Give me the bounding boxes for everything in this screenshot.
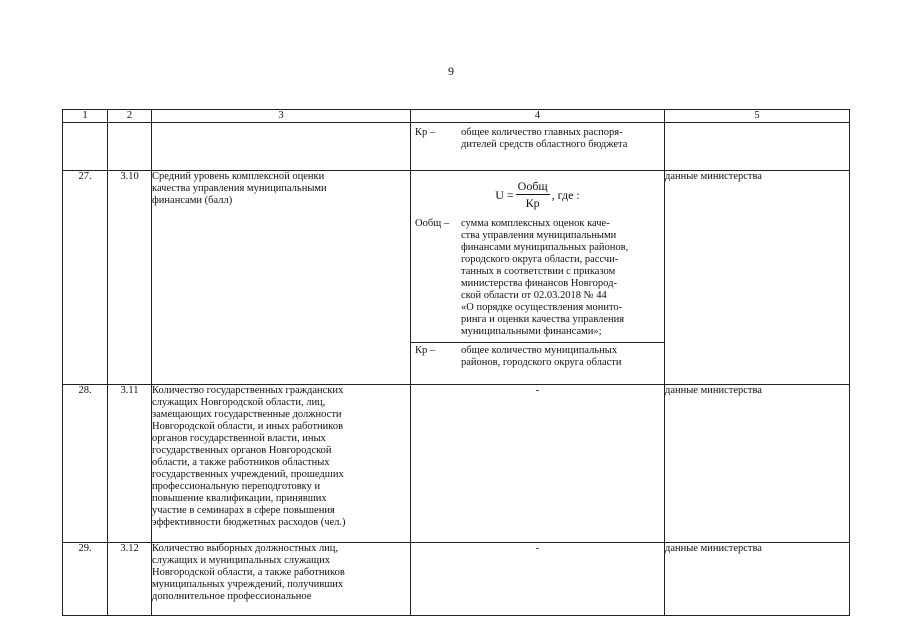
- definition-line: районов, городского округа области: [461, 357, 622, 368]
- definition-line: ринга и оценки качества управления: [461, 314, 625, 325]
- indicator-line: эффективности бюджетных расходов (чел.): [152, 517, 346, 528]
- definition-text: [461, 127, 660, 151]
- table-row-continuation: [63, 123, 850, 171]
- indicator-line: Средний уровень комплексной оценки: [152, 171, 325, 182]
- formula-fraction: [516, 179, 550, 210]
- formula-lhs: U =: [495, 187, 514, 202]
- indicator-line: Новгородской области, и иных работников: [152, 421, 344, 432]
- row-code: 3.10: [108, 171, 152, 385]
- cell-empty: [665, 123, 850, 171]
- row-number: 28.: [63, 385, 108, 543]
- indicator-name: [152, 171, 411, 385]
- table-row: [63, 543, 850, 616]
- definition-symbol: Кр –: [415, 127, 436, 138]
- table-row: [63, 171, 850, 385]
- definition-text: [461, 218, 660, 338]
- page-number: 9: [448, 64, 454, 78]
- row-code: 3.11: [108, 385, 152, 543]
- method-cell: -: [411, 543, 665, 616]
- method-cell: -: [411, 385, 665, 543]
- indicator-line: Количество государственных гражданских: [152, 385, 344, 396]
- definition-symbol: Кр –: [415, 345, 436, 356]
- table-row: [63, 385, 850, 543]
- header-col-4: 4: [411, 110, 665, 123]
- definition-line: общее количество главных распоря-: [461, 127, 623, 138]
- indicator-line: государственных учреждений, прошедших: [152, 469, 344, 480]
- indicator-line: участие в семинарах в сфере повышения: [152, 505, 335, 516]
- definition-line: муниципальными финансами»;: [461, 326, 602, 337]
- indicator-name: [152, 385, 411, 543]
- header-col-5: 5: [665, 110, 850, 123]
- data-source: данные министерства: [665, 543, 850, 616]
- indicator-line: государственных органов Новгородской: [152, 445, 332, 456]
- definition: [411, 218, 664, 338]
- indicator-line: служащих Новгородской области, лиц,: [152, 397, 326, 408]
- header-col-1: 1: [63, 110, 108, 123]
- definition-line: танных в соответствии с приказом: [461, 266, 616, 277]
- definition-line: общее количество муниципальных: [461, 345, 618, 356]
- cell-empty: [152, 123, 411, 171]
- indicator-line: замещающих государственные должности: [152, 409, 342, 420]
- definition-line: финансами муниципальных районов,: [461, 242, 629, 253]
- method-cell: [411, 123, 665, 171]
- definition-symbol: Oобщ –: [415, 218, 450, 229]
- formula-suffix: , где :: [551, 187, 580, 202]
- definition-line: дителей средств областного бюджета: [461, 139, 628, 150]
- definition-line: ской области от 02.03.2018 № 44: [461, 290, 607, 301]
- header-col-3: 3: [152, 110, 411, 123]
- indicator-table: [62, 109, 850, 616]
- formula-denominator: Кр: [525, 196, 540, 210]
- row-number: 27.: [63, 171, 108, 385]
- definition-text: [461, 345, 660, 369]
- indicator-line: Новгородской области, а также работников: [152, 567, 345, 578]
- data-source: данные министерства: [665, 171, 850, 385]
- data-source: данные министерства: [665, 385, 850, 543]
- table-header-row: [63, 110, 850, 123]
- indicator-line: Количество выборных должностных лиц,: [152, 543, 339, 554]
- formula: [411, 179, 664, 210]
- indicator-line: области, а также работников областных: [152, 457, 330, 468]
- definition-line: городского округа области, рассчи-: [461, 254, 619, 265]
- definition-line: министерства финансов Новгород-: [461, 278, 617, 289]
- formula-numerator: Oобщ: [517, 179, 548, 193]
- method-cell: [411, 171, 665, 385]
- cell-empty: [63, 123, 108, 171]
- indicator-line: финансами (балл): [152, 195, 233, 206]
- definition-line: сумма комплексных оценок каче-: [461, 218, 610, 229]
- definition: [411, 127, 664, 151]
- header-col-2: 2: [108, 110, 152, 123]
- indicator-line: качества управления муниципальными: [152, 183, 327, 194]
- definition-line: «О порядке осуществления монито-: [461, 302, 623, 313]
- row-number: 29.: [63, 543, 108, 616]
- definition: [411, 343, 664, 369]
- row-code: 3.12: [108, 543, 152, 616]
- indicator-line: повышение квалификации, принявших: [152, 493, 327, 504]
- indicator-line: органов государственной власти, иных: [152, 433, 326, 444]
- indicator-line: профессиональную переподготовку и: [152, 481, 321, 492]
- definition-line: ства управления муниципальными: [461, 230, 617, 241]
- cell-empty: [108, 123, 152, 171]
- indicator-line: дополнительное профессиональное: [152, 591, 312, 602]
- indicator-name: [152, 543, 411, 616]
- indicator-line: муниципальных учреждений, получивших: [152, 579, 344, 590]
- indicator-line: служащих и муниципальных служащих: [152, 555, 330, 566]
